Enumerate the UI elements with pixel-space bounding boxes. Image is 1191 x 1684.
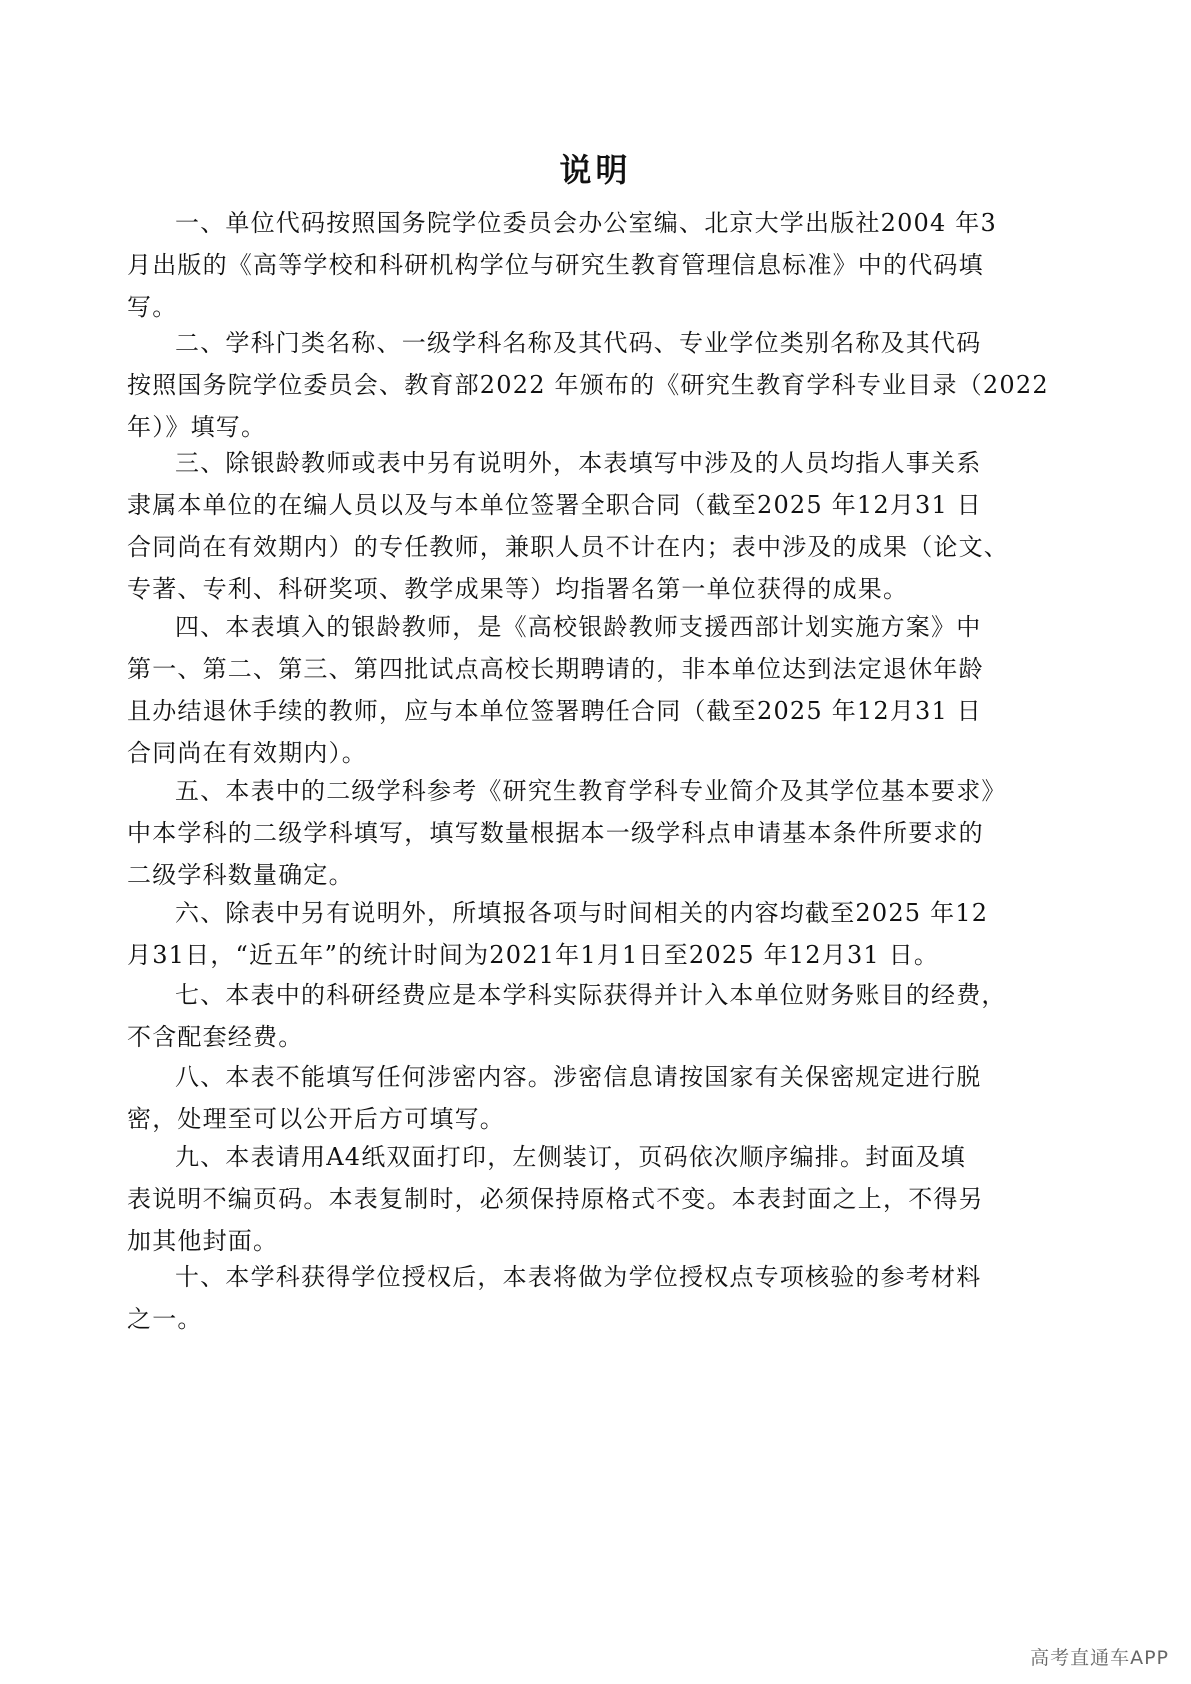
paragraph-5: 五、本表中的二级学科参考《研究生教育学科专业简介及其学位基本要求》 中本学科的二级学科填写，填写数量根据本一级学科点申请基本条件所要求的 二级学科数量确定。 <box>127 777 1007 889</box>
paragraph-9: 九、本表请用A4纸双面打印，左侧装订，页码依次顺序编排。封面及填 表说明不编页码。本表复制时，必须保持原格式不变。本表封面之上，不得另 加其他封面。 <box>127 1143 984 1255</box>
paragraph-10: 十、本学科获得学位授权后，本表将做为学位授权点专项核验的参考材料 之一。 <box>127 1263 982 1333</box>
paragraph-1: 一、单位代码按照国务院学位委员会办公室编、北京大学出版社2004 年3 月出版的《高等学校和科研机构学位与研究生教育管理信息标准》中的代码填 写。 <box>127 209 997 321</box>
watermark: 高考直通车APP <box>1030 1647 1169 1669</box>
paragraph-6: 六、除表中另有说明外，所填报各项与时间相关的内容均截至2025 年12 月31日，“近五年”的统计时间为2021年1月1日至2025 年12月31 日。 <box>127 899 989 969</box>
paragraph-4: 四、本表填入的银龄教师，是《高校银龄教师支援西部计划实施方案》中 第一、第二、第三、第四批试点高校长期聘请的，非本单位达到法定退休年龄 且办结退休手续的教师，应与本单位签署聘任合同（截至2025 年12月31 日 合同尚在有效期内）。 <box>127 613 984 767</box>
paragraph-3: 三、除银龄教师或表中另有说明外，本表填写中涉及的人员均指人事关系 隶属本单位的在编人员以及与本单位签署全职合同（截至2025 年12月31 日 合同尚在有效期内）的专任教师，兼职人员不计在内；表中涉及的成果（论文、 专著、专利、科研奖项、教学成果等）均指署名第一单位获得的成果。 <box>127 449 1009 603</box>
paragraph-8: 八、本表不能填写任何涉密内容。涉密信息请按国家有关保密规定进行脱 密，处理至可以公开后方可填写。 <box>127 1063 982 1133</box>
paragraph-7: 七、本表中的科研经费应是本学科实际获得并计入本单位财务账目的经费， 不含配套经费。 <box>127 981 1007 1051</box>
paragraph-2: 二、学科门类名称、一级学科名称及其代码、专业学位类别名称及其代码 按照国务院学位委员会、教育部2022 年颁布的《研究生教育学科专业目录（2022 年）》填写。 <box>127 329 1049 441</box>
page-title: 说明 <box>559 151 632 189</box>
